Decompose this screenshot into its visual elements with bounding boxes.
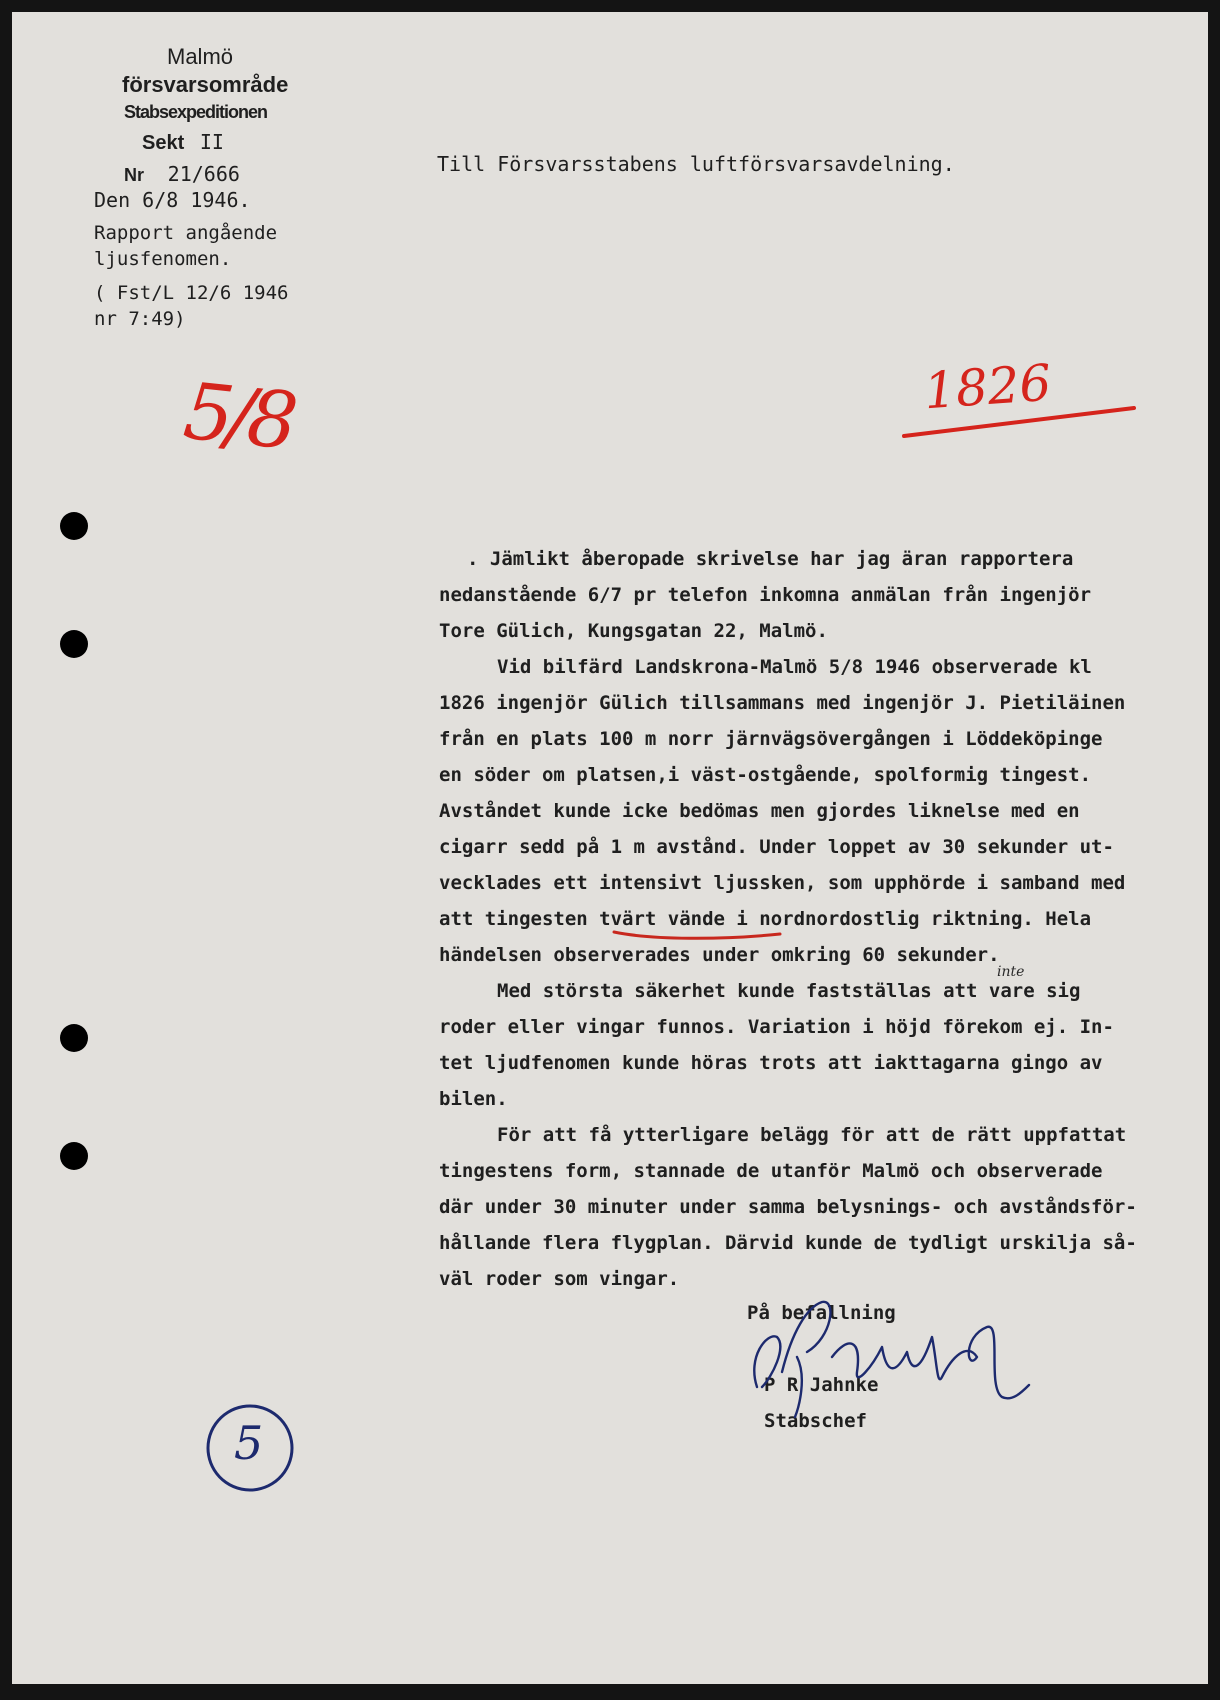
body-line: cigarr sedd på 1 m avstånd. Under loppet av 30 sekunder ut-	[439, 836, 1114, 858]
document-page	[12, 12, 1208, 1684]
letterhead-line1: Malmö	[167, 44, 234, 69]
letterhead-line2: försvarsområde	[122, 72, 289, 97]
body-line: bilen.	[439, 1088, 508, 1110]
reference-line2: nr 7:49)	[94, 308, 186, 330]
body-line: händelsen observerades under omkring 60 sekunder.	[439, 944, 1000, 966]
body-line: Avståndet kunde icke bedömas men gjordes liknelse med en	[439, 800, 1080, 822]
reference-line1: ( Fst/L 12/6 1946	[94, 282, 289, 304]
letter-date: Den 6/8 1946.	[94, 188, 251, 212]
signature-prefix: På befallning	[747, 1302, 896, 1324]
handwritten-signature	[737, 1277, 1037, 1427]
punch-hole	[60, 512, 88, 540]
handwritten-insertion: inte	[997, 964, 1025, 980]
body-line: . Jämlikt åberopade skrivelse har jag äran rapportera	[467, 548, 1074, 570]
body-line: tet ljudfenomen kunde höras trots att iakttagarna gingo av	[439, 1052, 1103, 1074]
body-line: från en plats 100 m norr järnvägsövergången i Löddeköpinge	[439, 728, 1103, 750]
subject-line2: ljusfenomen.	[94, 248, 232, 270]
sekt-value: II	[199, 130, 224, 154]
body-line: För att få ytterligare belägg för att de rätt uppfattat	[497, 1124, 1127, 1146]
nr-value: 21/666	[167, 162, 240, 186]
nr-label: Nr	[124, 165, 145, 185]
body-line: roder eller vingar funnos. Variation i höjd förekom ej. In-	[439, 1016, 1114, 1038]
body-line: att tingesten tvärt vände i nordnordostlig riktning. Hela	[439, 908, 1092, 930]
body-line: tingestens form, stannade de utanför Malmö och observerade	[439, 1160, 1103, 1182]
punch-hole	[60, 1024, 88, 1052]
punch-hole	[60, 630, 88, 658]
body-line: där under 30 minuter under samma belysnings- och avståndsför-	[439, 1196, 1137, 1218]
red-underline	[902, 398, 1142, 448]
punch-hole	[60, 1142, 88, 1170]
recipient-line: Till Försvarsstabens luftförsvarsavdelning.	[437, 152, 955, 176]
sekt-label: Sekt	[142, 132, 185, 154]
body-line: Tore Gülich, Kungsgatan 22, Malmö.	[439, 620, 828, 642]
circled-number: 5	[234, 1416, 264, 1470]
sekt-row	[142, 130, 224, 155]
body-line: en söder om platsen,i väst-ostgående, spolformig tingest.	[439, 764, 1092, 786]
body-line: vecklades ett intensivt ljussken, som upphörde i samband med	[439, 872, 1126, 894]
red-time-annotation: 1826	[922, 353, 1054, 421]
red-ink-underline	[612, 926, 782, 942]
body-line: nedanstående 6/7 pr telefon inkomna anmälan från ingenjör	[439, 584, 1092, 606]
subject-line1: Rapport angående	[94, 222, 278, 244]
signatory-title: Stabschef	[764, 1410, 867, 1432]
nr-row	[124, 162, 240, 186]
body-line: väl roder som vingar.	[439, 1268, 680, 1290]
letterhead-line3: Stabsexpeditionen	[124, 102, 268, 122]
red-date-annotation: 5/8	[179, 366, 296, 468]
body-line: Vid bilfärd Landskrona-Malmö 5/8 1946 observerade kl	[497, 656, 1092, 678]
body-line: Med största säkerhet kunde fastställas att vare sig	[497, 980, 1081, 1002]
body-line: 1826 ingenjör Gülich tillsammans med ingenjör J. Pietiläinen	[439, 692, 1126, 714]
signatory-name: P R Jahnke	[764, 1374, 879, 1396]
body-line: hållande flera flygplan. Därvid kunde de tydligt urskilja så-	[439, 1232, 1137, 1254]
